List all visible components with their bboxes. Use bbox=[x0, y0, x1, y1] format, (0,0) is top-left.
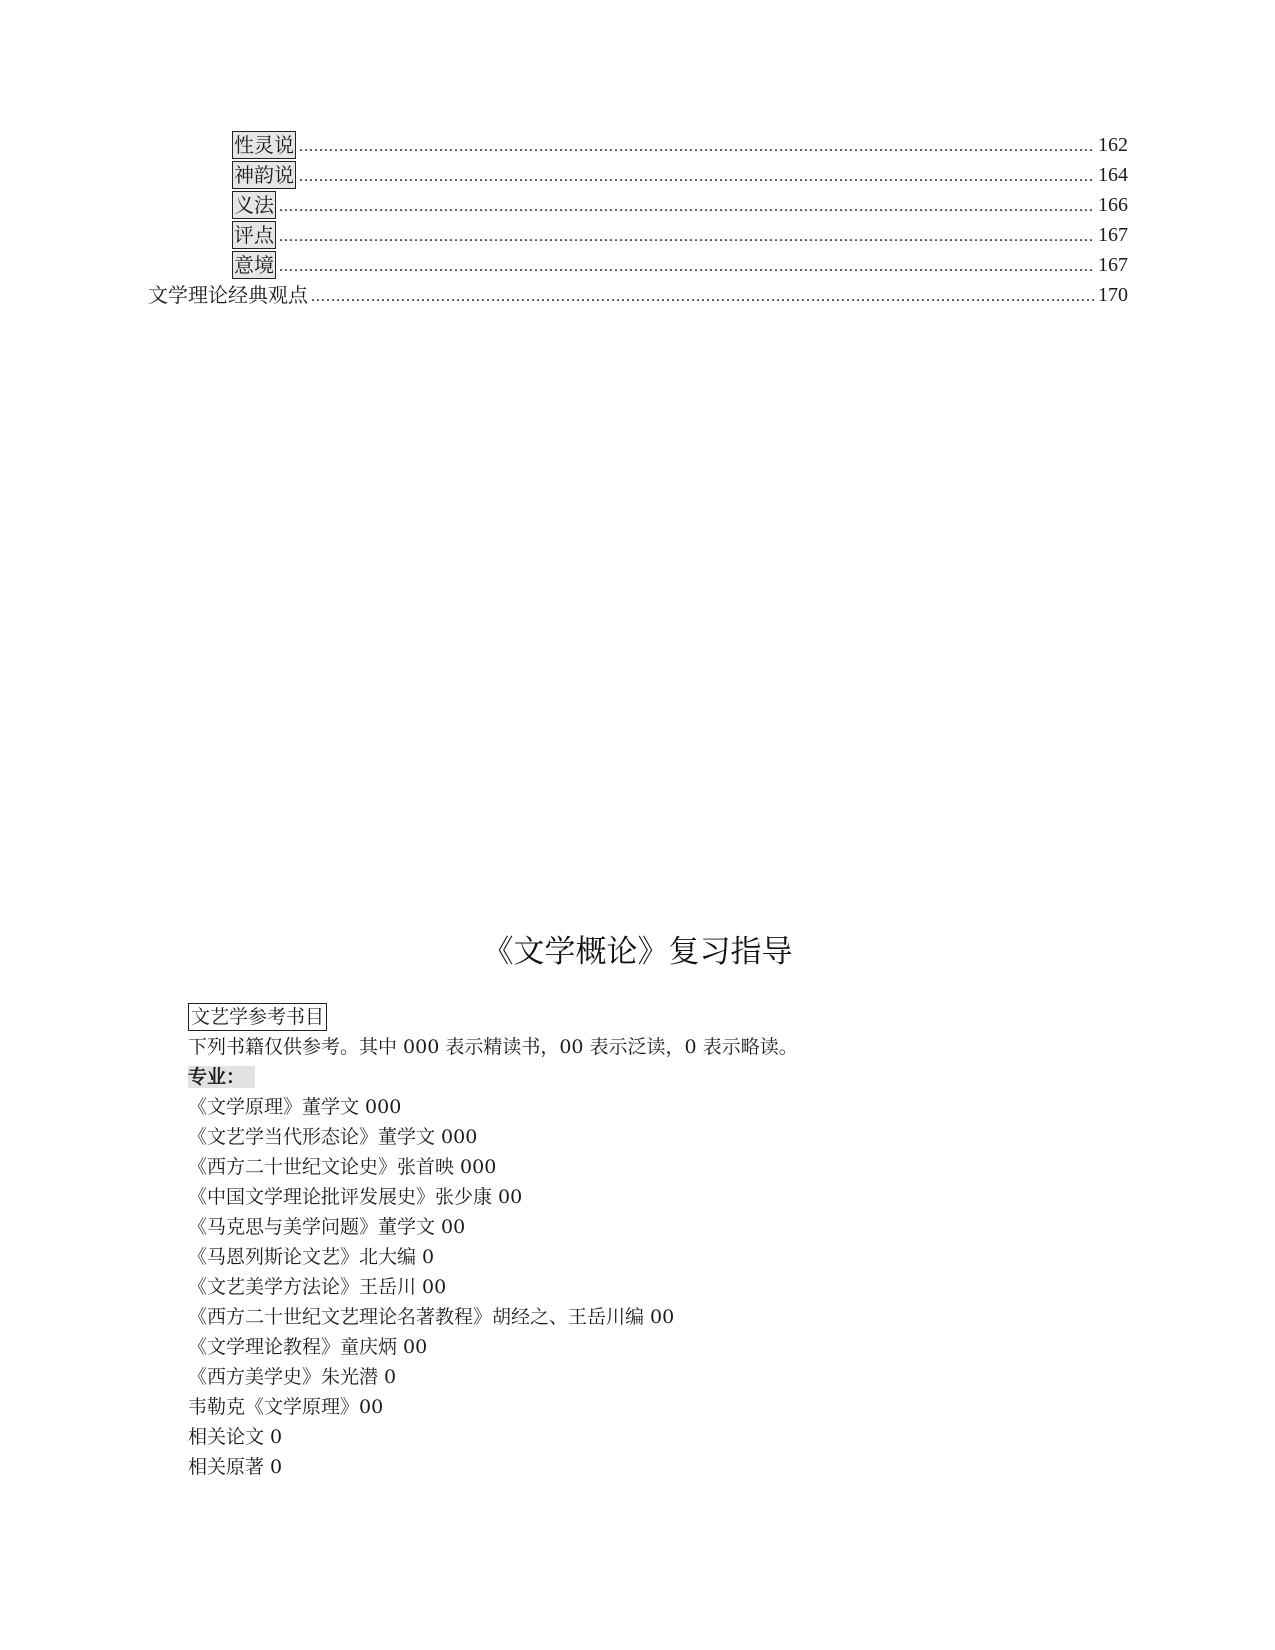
document-title: 《文学概论》复习指导 bbox=[482, 934, 793, 970]
toc-entry-label: 意境 bbox=[234, 253, 274, 277]
subheading-text: 专业： bbox=[188, 1066, 255, 1088]
subheading bbox=[188, 1062, 255, 1092]
section-heading-text: 文艺学参考书目 bbox=[188, 1003, 327, 1031]
toc-entry[interactable] bbox=[232, 250, 1128, 280]
book-item: 《西方二十世纪文论史》张首映 000 bbox=[188, 1156, 497, 1178]
toc-entry-label: 义法 bbox=[234, 193, 274, 217]
toc-entry-page: 166 bbox=[1098, 194, 1128, 216]
intro-text: 下列书籍仅供参考。其中 000 表示精读书，00 表示泛读，0 表示略读。 bbox=[188, 1036, 798, 1058]
toc-leader-dots bbox=[311, 284, 1095, 310]
book-item: 相关原著 0 bbox=[188, 1456, 283, 1478]
book-item: 相关论文 0 bbox=[188, 1426, 283, 1448]
book-item: 《文艺学当代形态论》董学文 000 bbox=[188, 1126, 478, 1148]
toc-entry-page: 167 bbox=[1098, 254, 1128, 276]
toc-entry-label: 神韵说 bbox=[234, 163, 294, 187]
toc-leader-dots bbox=[299, 134, 1095, 160]
book-item: 《西方二十世纪文艺理论名著教程》胡经之、王岳川编 00 bbox=[188, 1306, 675, 1328]
toc-entry-label: 性灵说 bbox=[234, 133, 294, 157]
toc-leader-dots bbox=[279, 194, 1095, 220]
toc-entry[interactable] bbox=[148, 280, 1128, 310]
toc-leader-dots bbox=[279, 224, 1095, 250]
toc-entry[interactable] bbox=[232, 220, 1128, 250]
toc-entry-label: 文学理论经典观点 bbox=[148, 283, 308, 307]
toc-leader-dots bbox=[279, 254, 1095, 280]
toc-entry[interactable] bbox=[232, 190, 1128, 220]
section-heading bbox=[188, 1002, 327, 1032]
toc-entry-page: 162 bbox=[1098, 134, 1128, 156]
book-item: 《马恩列斯论文艺》北大编 0 bbox=[188, 1246, 435, 1268]
book-item: 《文学原理》董学文 000 bbox=[188, 1096, 402, 1118]
toc-entry-page: 167 bbox=[1098, 224, 1128, 246]
toc-entry-label: 评点 bbox=[234, 223, 274, 247]
toc-entry-page: 170 bbox=[1098, 284, 1128, 306]
book-item: 《西方美学史》朱光潜 0 bbox=[188, 1366, 397, 1388]
book-item: 《文艺美学方法论》王岳川 00 bbox=[188, 1276, 447, 1298]
toc-entry[interactable] bbox=[232, 130, 1128, 160]
book-item: 《文学理论教程》童庆炳 00 bbox=[188, 1336, 428, 1358]
book-item: 《马克思与美学问题》董学文 00 bbox=[188, 1216, 466, 1238]
book-item: 《中国文学理论批评发展史》张少康 00 bbox=[188, 1186, 523, 1208]
book-item: 韦勒克《文学原理》00 bbox=[188, 1396, 384, 1418]
toc-entry-page: 164 bbox=[1098, 164, 1128, 186]
toc-entry[interactable] bbox=[232, 160, 1128, 190]
toc-leader-dots bbox=[299, 164, 1095, 190]
